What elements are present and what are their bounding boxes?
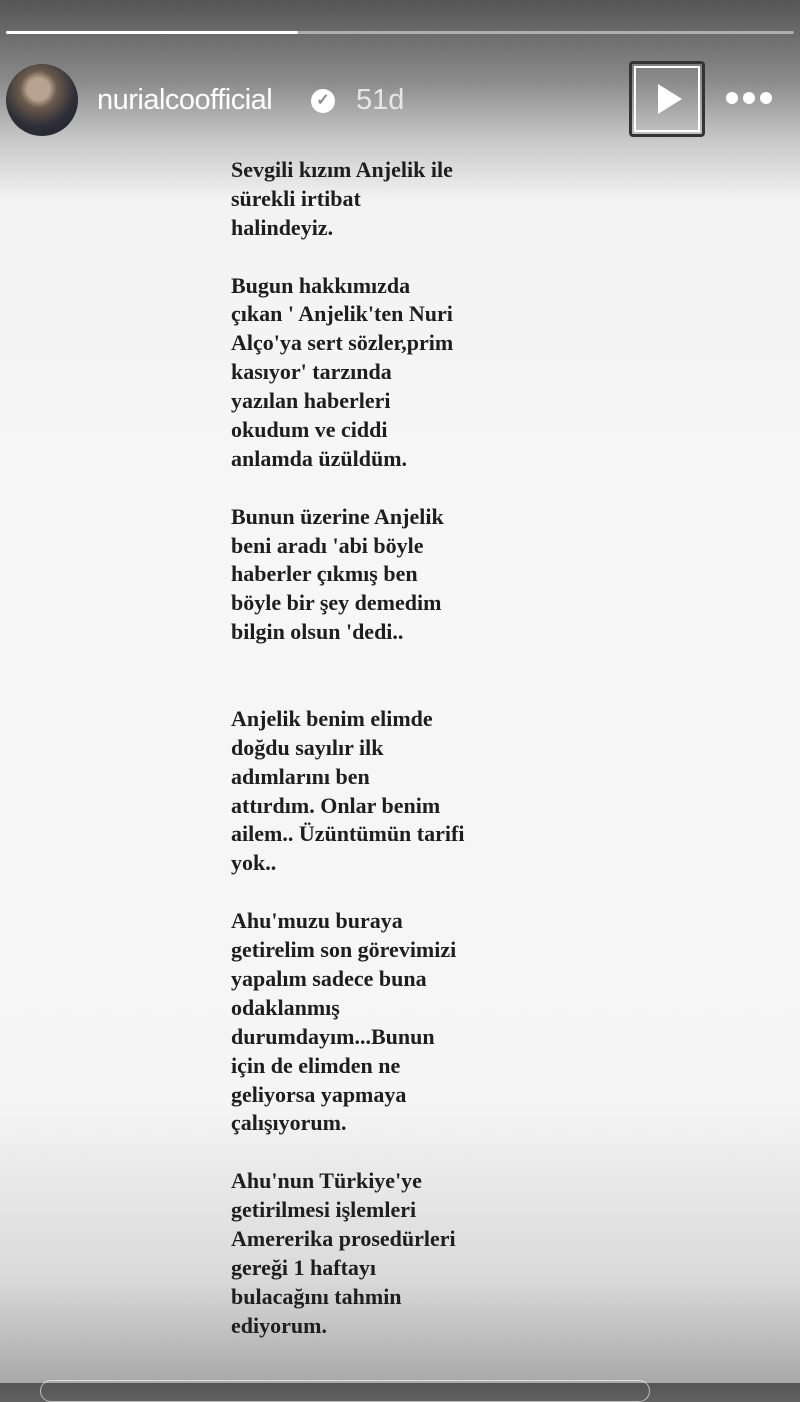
- story-text-line: Ahu'muzu buraya: [231, 908, 403, 934]
- story-progress-fill: [6, 31, 298, 34]
- story-text-line: adımlarını ben: [231, 763, 370, 789]
- story-text-line: Bunun üzerine Anjelik: [231, 503, 444, 529]
- username[interactable]: nurialcoofficial: [97, 84, 273, 116]
- blank-line: [231, 1138, 464, 1167]
- story-text-line: halindeyiz.: [231, 214, 334, 240]
- story-text-line: çalışıyorum.: [231, 1110, 347, 1136]
- story-text-line: Anjelik benim elimde: [231, 705, 433, 731]
- story-text-line: sürekli irtibat: [231, 185, 361, 211]
- story-text-line: yazılan haberleri: [231, 388, 391, 414]
- story-text-line: geliyorsa yapmaya: [231, 1081, 407, 1107]
- more-options-button[interactable]: [726, 92, 772, 104]
- story-text-line: Ahu'nun Türkiye'ye: [231, 1168, 422, 1194]
- story-text-line: haberler çıkmış ben: [231, 561, 418, 587]
- story-text-line: bulacağını tahmin: [231, 1283, 402, 1309]
- story-text-line: doğdu sayılır ilk: [231, 734, 384, 760]
- dot-icon: [760, 92, 772, 104]
- story-text-line: beni aradı 'abi böyle: [231, 532, 424, 558]
- reply-field[interactable]: [40, 1380, 650, 1402]
- story-text: [231, 156, 464, 1341]
- dot-icon: [743, 92, 755, 104]
- story-text-line: Bugun hakkımızda: [231, 272, 411, 298]
- story-text-line: çıkan ' Anjelik'ten Nuri: [231, 301, 453, 327]
- blank-line: [231, 676, 464, 705]
- story-text-line: yok..: [231, 850, 277, 876]
- story-text-line: Amererika prosedürleri: [231, 1225, 456, 1251]
- story-text-line: yapalım sadece buna: [231, 965, 427, 991]
- story-text-line: okudum ve ciddi: [231, 417, 388, 443]
- story-text-line: odaklanmış: [231, 994, 340, 1020]
- avatar[interactable]: [6, 64, 78, 136]
- story-text-line: böyle bir şey demedim: [231, 590, 442, 616]
- story-text-line: için de elimden ne: [231, 1052, 401, 1078]
- story-text-line: Alço'ya sert sözler,prim: [231, 330, 454, 356]
- dot-icon: [726, 92, 738, 104]
- story-text-line: bilgin olsun 'dedi..: [231, 619, 404, 645]
- story-text-line: anlamda üzüldüm.: [231, 445, 408, 471]
- blank-line: [231, 878, 464, 907]
- story-progress-bar: [6, 31, 794, 34]
- story-text-line: Sevgili kızım Anjelik ile: [231, 157, 453, 182]
- story-text-line: kasıyor' tarzında: [231, 359, 392, 385]
- blank-line: [231, 474, 464, 503]
- story-text-line: getirilmesi işlemleri: [231, 1197, 417, 1223]
- story-text-line: ailem.. Üzüntümün tarifi: [231, 821, 465, 847]
- play-icon: [658, 84, 682, 114]
- verified-badge-icon: ✓: [311, 89, 335, 113]
- blank-line: [231, 243, 464, 272]
- story-timestamp: 51d: [356, 84, 405, 116]
- story-text-line: ediyorum.: [231, 1312, 327, 1338]
- blank-line: [231, 647, 464, 676]
- story-text-line: getirelim son görevimizi: [231, 937, 457, 963]
- story-text-line: gereği 1 haftayı: [231, 1254, 377, 1280]
- story-text-line: attırdım. Onlar benim: [231, 792, 441, 818]
- story-text-line: durumdayım...Bunun: [231, 1023, 435, 1049]
- play-button[interactable]: [629, 61, 705, 137]
